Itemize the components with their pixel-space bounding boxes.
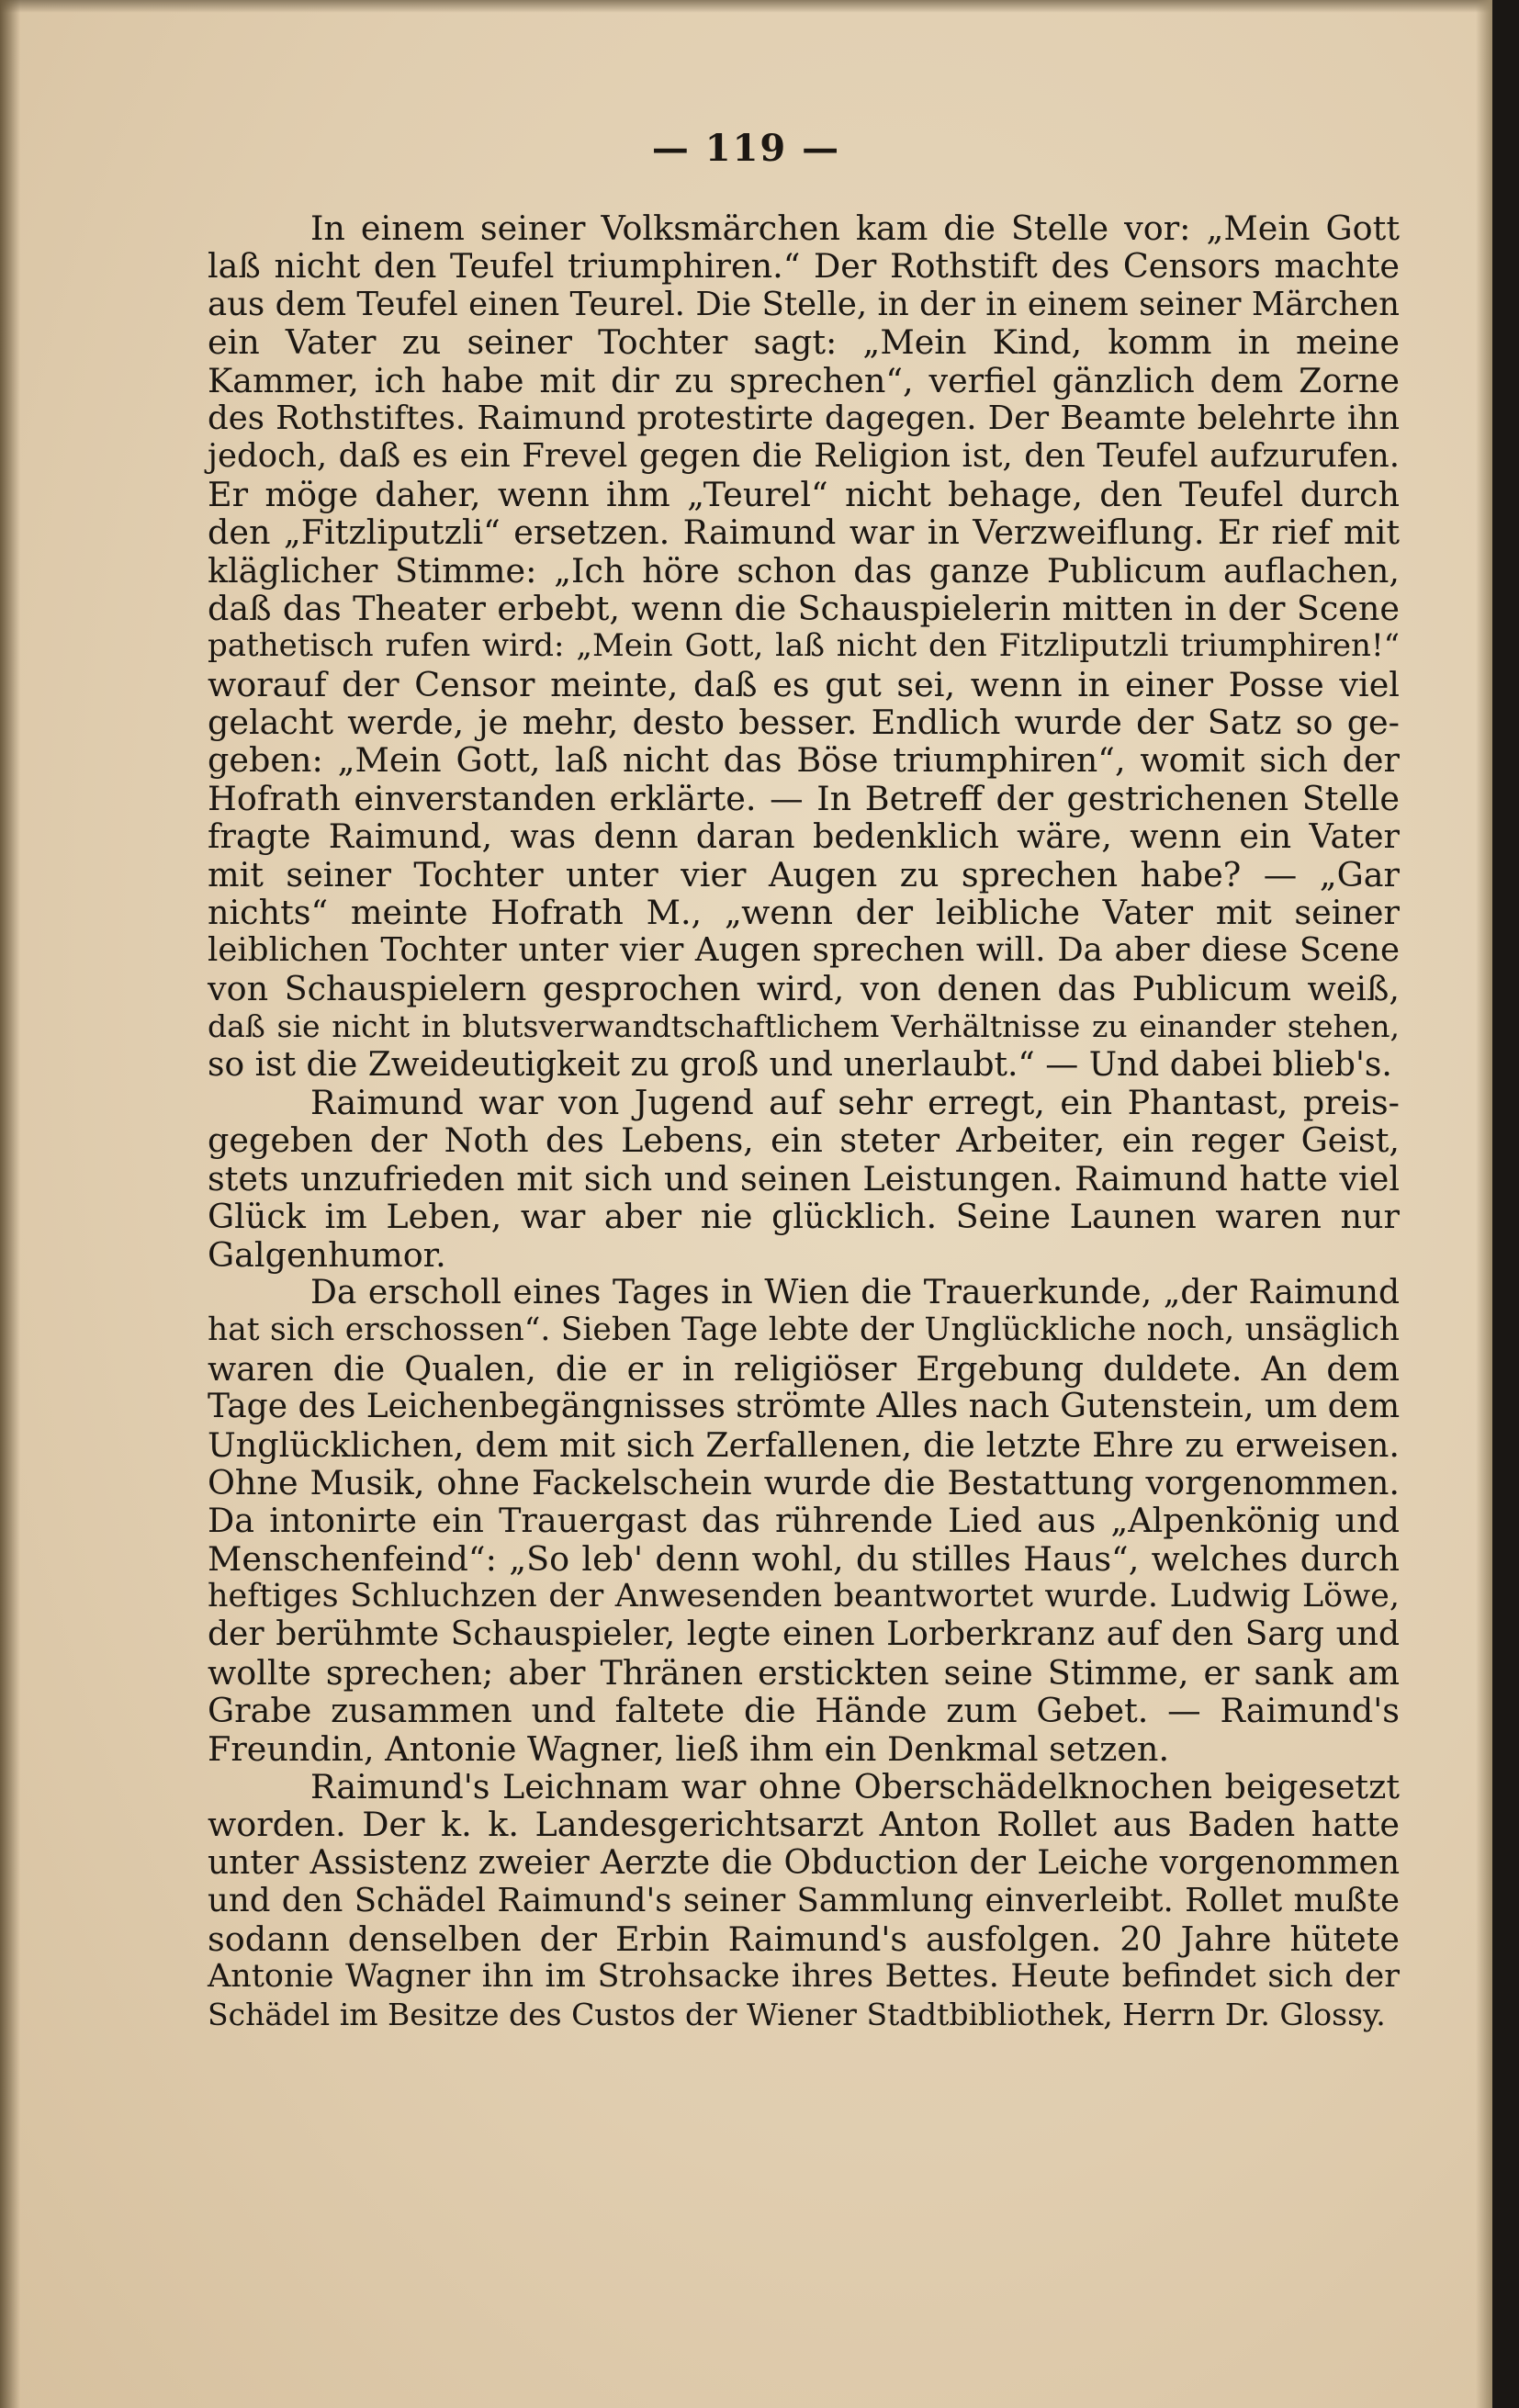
text-line: fragte Raimund, was denn daran bedenklich wäre, wenn ein Vater xyxy=(208,816,1400,857)
text-line: Da intonirte ein Trauergast das rührende Lied aus „Alpenkönig und xyxy=(208,1501,1400,1541)
text-line: Er möge daher, wenn ihm „Teurel“ nicht behage, den Teufel durch xyxy=(208,474,1400,514)
text-line: jedoch, daß es ein Frevel gegen die Religion ist, den Teufel aufzurufen. xyxy=(208,437,1400,476)
text-line: Da erscholl eines Tages in Wien die Trauerkunde, „der Raimund xyxy=(310,1273,1400,1311)
text-line: Grabe zusammen und faltete die Hände zum Gebet. — Raimund's xyxy=(208,1691,1400,1731)
text-line: so ist die Zweideutigkeit zu groß und unerlaubt.“ — Und dabei blieb's. xyxy=(208,1045,1392,1084)
text-line: unter Assistenz zweier Aerzte die Obduction der Leiche vorgenommen xyxy=(208,1843,1400,1882)
text-line: sodann denselben der Erbin Raimund's ausfolgen. 20 Jahre hütete xyxy=(208,1919,1400,1959)
text-line: nichts“ meinte Hofrath M., „wenn der leibliche Vater mit seiner xyxy=(208,893,1400,933)
page-edge-top xyxy=(0,0,1492,13)
text-line: kläglicher Stimme: „Ich höre schon das ganze Publicum auflachen, xyxy=(208,550,1400,591)
page-edge-left xyxy=(0,0,20,2408)
text-line: waren die Qualen, die er in religiöser Ergebung duldete. An dem xyxy=(208,1348,1400,1389)
page-number: — 119 — xyxy=(651,127,841,170)
text-line: wollte sprechen; aber Thränen erstickten seine Stimme, er sank am xyxy=(208,1652,1400,1693)
text-line: geben: „Mein Gott, laß nicht das Böse triumphiren“, womit sich der xyxy=(208,740,1400,781)
text-line: laß nicht den Teufel triumphiren.“ Der Rothstift des Censors machte xyxy=(208,246,1400,287)
text-line: des Rothstiftes. Raimund protestirte dagegen. Der Beamte belehrte ihn xyxy=(208,399,1400,437)
text-line: stets unzufrieden mit sich und seinen Leistungen. Raimund hatte viel xyxy=(208,1158,1400,1198)
text-line: der berühmte Schauspieler, legte einen Lorberkranz auf den Sarg und xyxy=(208,1615,1400,1654)
text-line: Tage des Leichenbegängnisses strömte Alles nach Gutenstein, um dem xyxy=(208,1388,1401,1426)
text-line: Hofrath einverstanden erklärte. — In Betreff der gestrichenen Stelle xyxy=(208,778,1400,818)
text-line: Menschenfeind“: „So leb' denn wohl, du stilles Haus“, welches durch xyxy=(208,1538,1400,1579)
text-line: Antonie Wagner ihn im Strohsacke ihres Bettes. Heute befindet sich der xyxy=(208,1957,1400,1995)
text-line: hat sich erschossen“. Sieben Tage lebte der Unglückliche noch, unsäglich xyxy=(208,1311,1400,1349)
text-line: Raimund war von Jugend auf sehr erregt, ein Phantast, preis- xyxy=(310,1082,1400,1122)
text-line: heftiges Schluchzen der Anwesenden beantwortet wurde. Ludwig Löwe, xyxy=(208,1578,1400,1615)
text-line: worauf der Censor meinte, daß es gut sei, wenn in einer Posse viel xyxy=(208,664,1400,704)
text-line: Freundin, Antonie Wagner, ließ ihm ein Denkmal setzen. xyxy=(208,1728,1170,1769)
text-line: gegeben der Noth des Lebens, ein steter Arbeiter, ein reger Geist, xyxy=(208,1120,1400,1161)
text-line: und den Schädel Raimund's seiner Sammlung einverleibt. Rollet mußte xyxy=(208,1882,1400,1920)
text-line: daß das Theater erbebt, wenn die Schauspielerin mitten in der Scene xyxy=(208,588,1400,628)
text-line: Glück im Leben, war aber nie glücklich. Seine Launen waren nur xyxy=(208,1197,1400,1237)
text-line: ein Vater zu seiner Tochter sagt: „Mein Kind, komm in meine xyxy=(208,322,1400,363)
text-line: Unglücklichen, dem mit sich Zerfallenen, die letzte Ehre zu erweisen. xyxy=(208,1424,1400,1465)
text-line: leiblichen Tochter unter vier Augen sprechen will. Da aber diese Scene xyxy=(208,931,1400,970)
text-line: Raimund's Leichnam war ohne Oberschädelknochen beigesetzt xyxy=(310,1767,1400,1807)
text-line: mit seiner Tochter unter vier Augen zu sprechen habe? — „Gar xyxy=(208,854,1400,895)
text-line: Schädel im Besitze des Custos der Wiener Stadtbibliothek, Herrn Dr. Glossy. xyxy=(208,1997,1386,2033)
text-line: daß sie nicht in blutsverwandtschaftlichem Verhältnisse zu einander stehen, xyxy=(208,1008,1400,1045)
text-line: Galgenhumor. xyxy=(208,1234,446,1275)
page-edge-right xyxy=(1476,0,1492,2408)
text-line: den „Fitzliputzli“ ersetzen. Raimund war in Verzweiflung. Er rief mit xyxy=(208,512,1400,553)
text-line: Ohne Musik, ohne Fackelschein wurde die Bestattung vorgenommen. xyxy=(208,1462,1400,1502)
text-line: gelacht werde, je mehr, desto besser. Endlich wurde der Satz so ge- xyxy=(208,703,1400,743)
text-line: pathetisch rufen wird: „Mein Gott, laß nicht den Fitzliputzli triumphiren!“ xyxy=(208,627,1400,665)
text-line: worden. Der k. k. Landesgerichtsarzt Anton Rollet aus Baden hatte xyxy=(208,1805,1400,1845)
body-text xyxy=(208,209,1400,2034)
text-line: In einem seiner Volksmärchen kam die Stelle vor: „Mein Gott xyxy=(310,208,1400,248)
text-line: aus dem Teufel einen Teurel. Die Stelle, in der in einem seiner Märchen xyxy=(208,285,1400,323)
text-line: Kammer, ich habe mit dir zu sprechen“, verfiel gänzlich dem Zorne xyxy=(208,360,1400,400)
text-line: von Schauspielern gesprochen wird, von denen das Publicum weiß, xyxy=(208,968,1400,1008)
